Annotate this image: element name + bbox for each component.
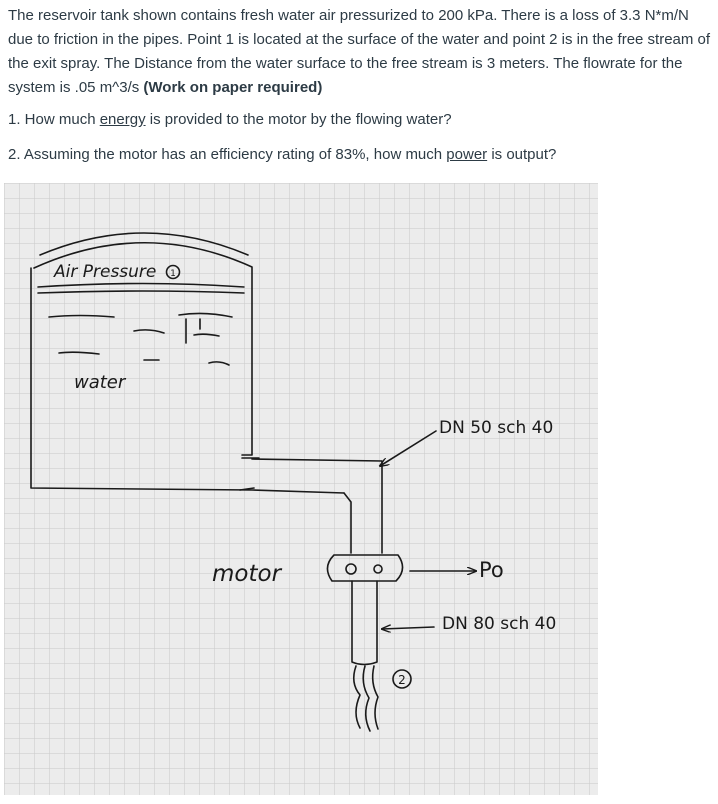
question-1-prefix: 1. How much (8, 111, 100, 128)
problem-text: The reservoir tank shown contains fresh water air pressurized to 200 kPa. There is a loss of 3.3 N*m/N due to friction in the pipes. Point 1 is located at the surface of the water and point 2 is in the free stream of the exit spray. The Distance from the water surface to the free stream is 3 meters. The flowrate for the system is .05 m^3/s (8, 7, 711, 96)
work-required-note: (Work on paper required) (143, 79, 323, 96)
power-output-label: Po (479, 558, 504, 582)
question-1-suffix: is provided to the motor by the flowing water? (145, 111, 452, 128)
question-1 (8, 108, 714, 132)
question-2 (8, 143, 714, 167)
question-2-prefix: 2. Assuming the motor has an efficiency rating of 83%, how much (8, 146, 447, 163)
problem-paragraph (8, 4, 714, 100)
question-2-suffix: is output? (487, 146, 557, 163)
lower-pipe-label: DN 80 sch 40 (442, 614, 557, 634)
water-label: water (74, 372, 126, 393)
point-1-label: 1 (170, 269, 176, 279)
question-2-keyword: power (446, 146, 488, 163)
air-pressure-label: Air Pressure (54, 262, 157, 282)
motor-label: motor (212, 561, 282, 587)
problem-statement (8, 4, 714, 167)
upper-pipe-label: DN 50 sch 40 (439, 418, 554, 438)
tank-diagram (4, 183, 598, 795)
question-1-keyword: energy (99, 111, 146, 128)
point-2-label: 2 (398, 673, 406, 687)
